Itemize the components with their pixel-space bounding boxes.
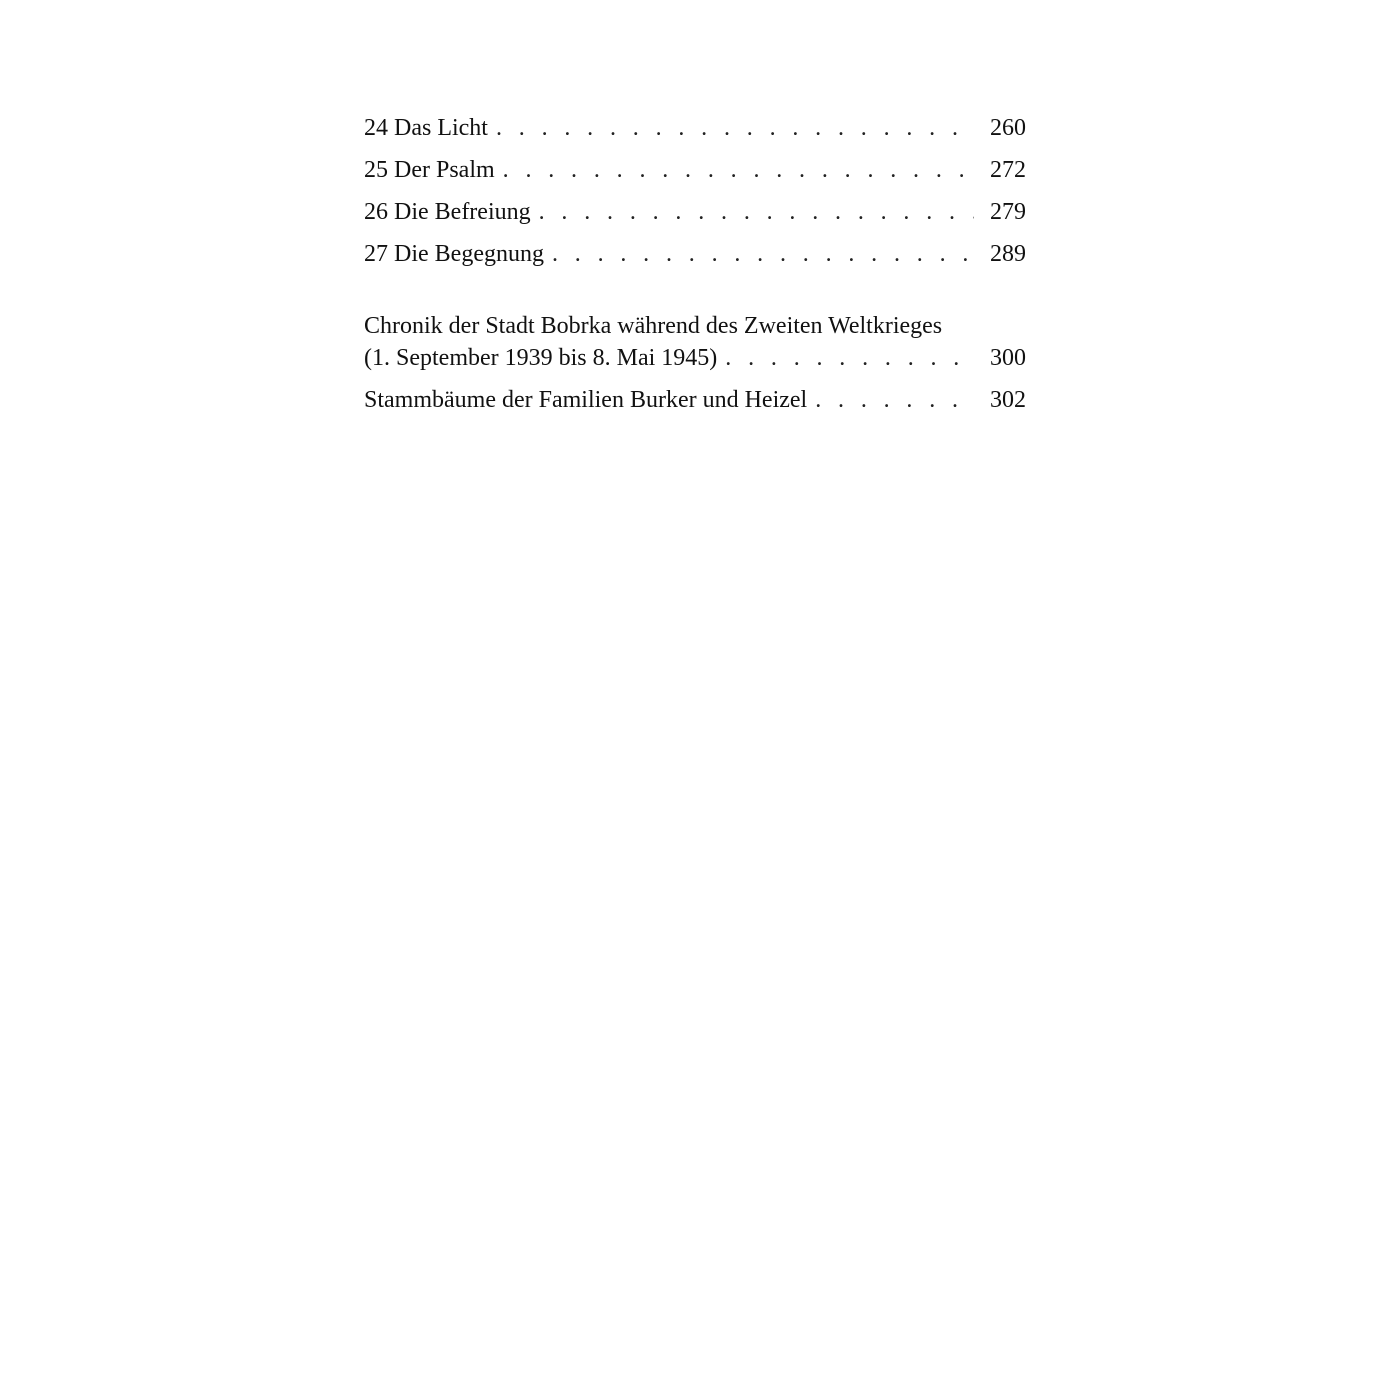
- dot-leader: [503, 154, 974, 186]
- dot-leader: [815, 384, 974, 416]
- toc-entry-page: 260: [990, 115, 1026, 141]
- toc-entry-title: 27 Die Begegnung: [364, 241, 544, 267]
- toc-entry-title: 25 Der Psalm: [364, 157, 495, 183]
- toc-entry-title: 26 Die Befreiung: [364, 199, 531, 225]
- toc-entry-page: 279: [990, 199, 1026, 225]
- toc-entry-title: 24 Das Licht: [364, 115, 488, 141]
- section-gap: [364, 280, 1026, 310]
- toc-entry-title: Stammbäume der Familien Burker und Heizel: [364, 387, 808, 413]
- dot-leader: [725, 342, 974, 374]
- dot-leader: [539, 196, 974, 228]
- dot-leader: [552, 238, 974, 270]
- toc-entry: [364, 112, 1026, 144]
- toc-entry-title-line2: (1. September 1939 bis 8. Mai 1945): [364, 345, 718, 371]
- toc-entry-page: 302: [990, 387, 1026, 413]
- toc-entry-title-line1: Chronik der Stadt Bobrka während des Zweiten Weltkrieges: [364, 313, 943, 339]
- toc-entry-page: 300: [990, 345, 1026, 371]
- toc-entry: [364, 238, 1026, 270]
- toc-entry-page: 289: [990, 241, 1026, 267]
- toc-entry-page: 272: [990, 157, 1026, 183]
- toc-entry: [364, 196, 1026, 228]
- toc-entry: [364, 154, 1026, 186]
- dot-leader: [496, 112, 974, 144]
- toc-entry-appendix: [364, 384, 1026, 416]
- table-of-contents: [364, 112, 1026, 426]
- toc-entry-appendix: [364, 310, 1026, 374]
- toc-entry-last-line: [364, 342, 1026, 374]
